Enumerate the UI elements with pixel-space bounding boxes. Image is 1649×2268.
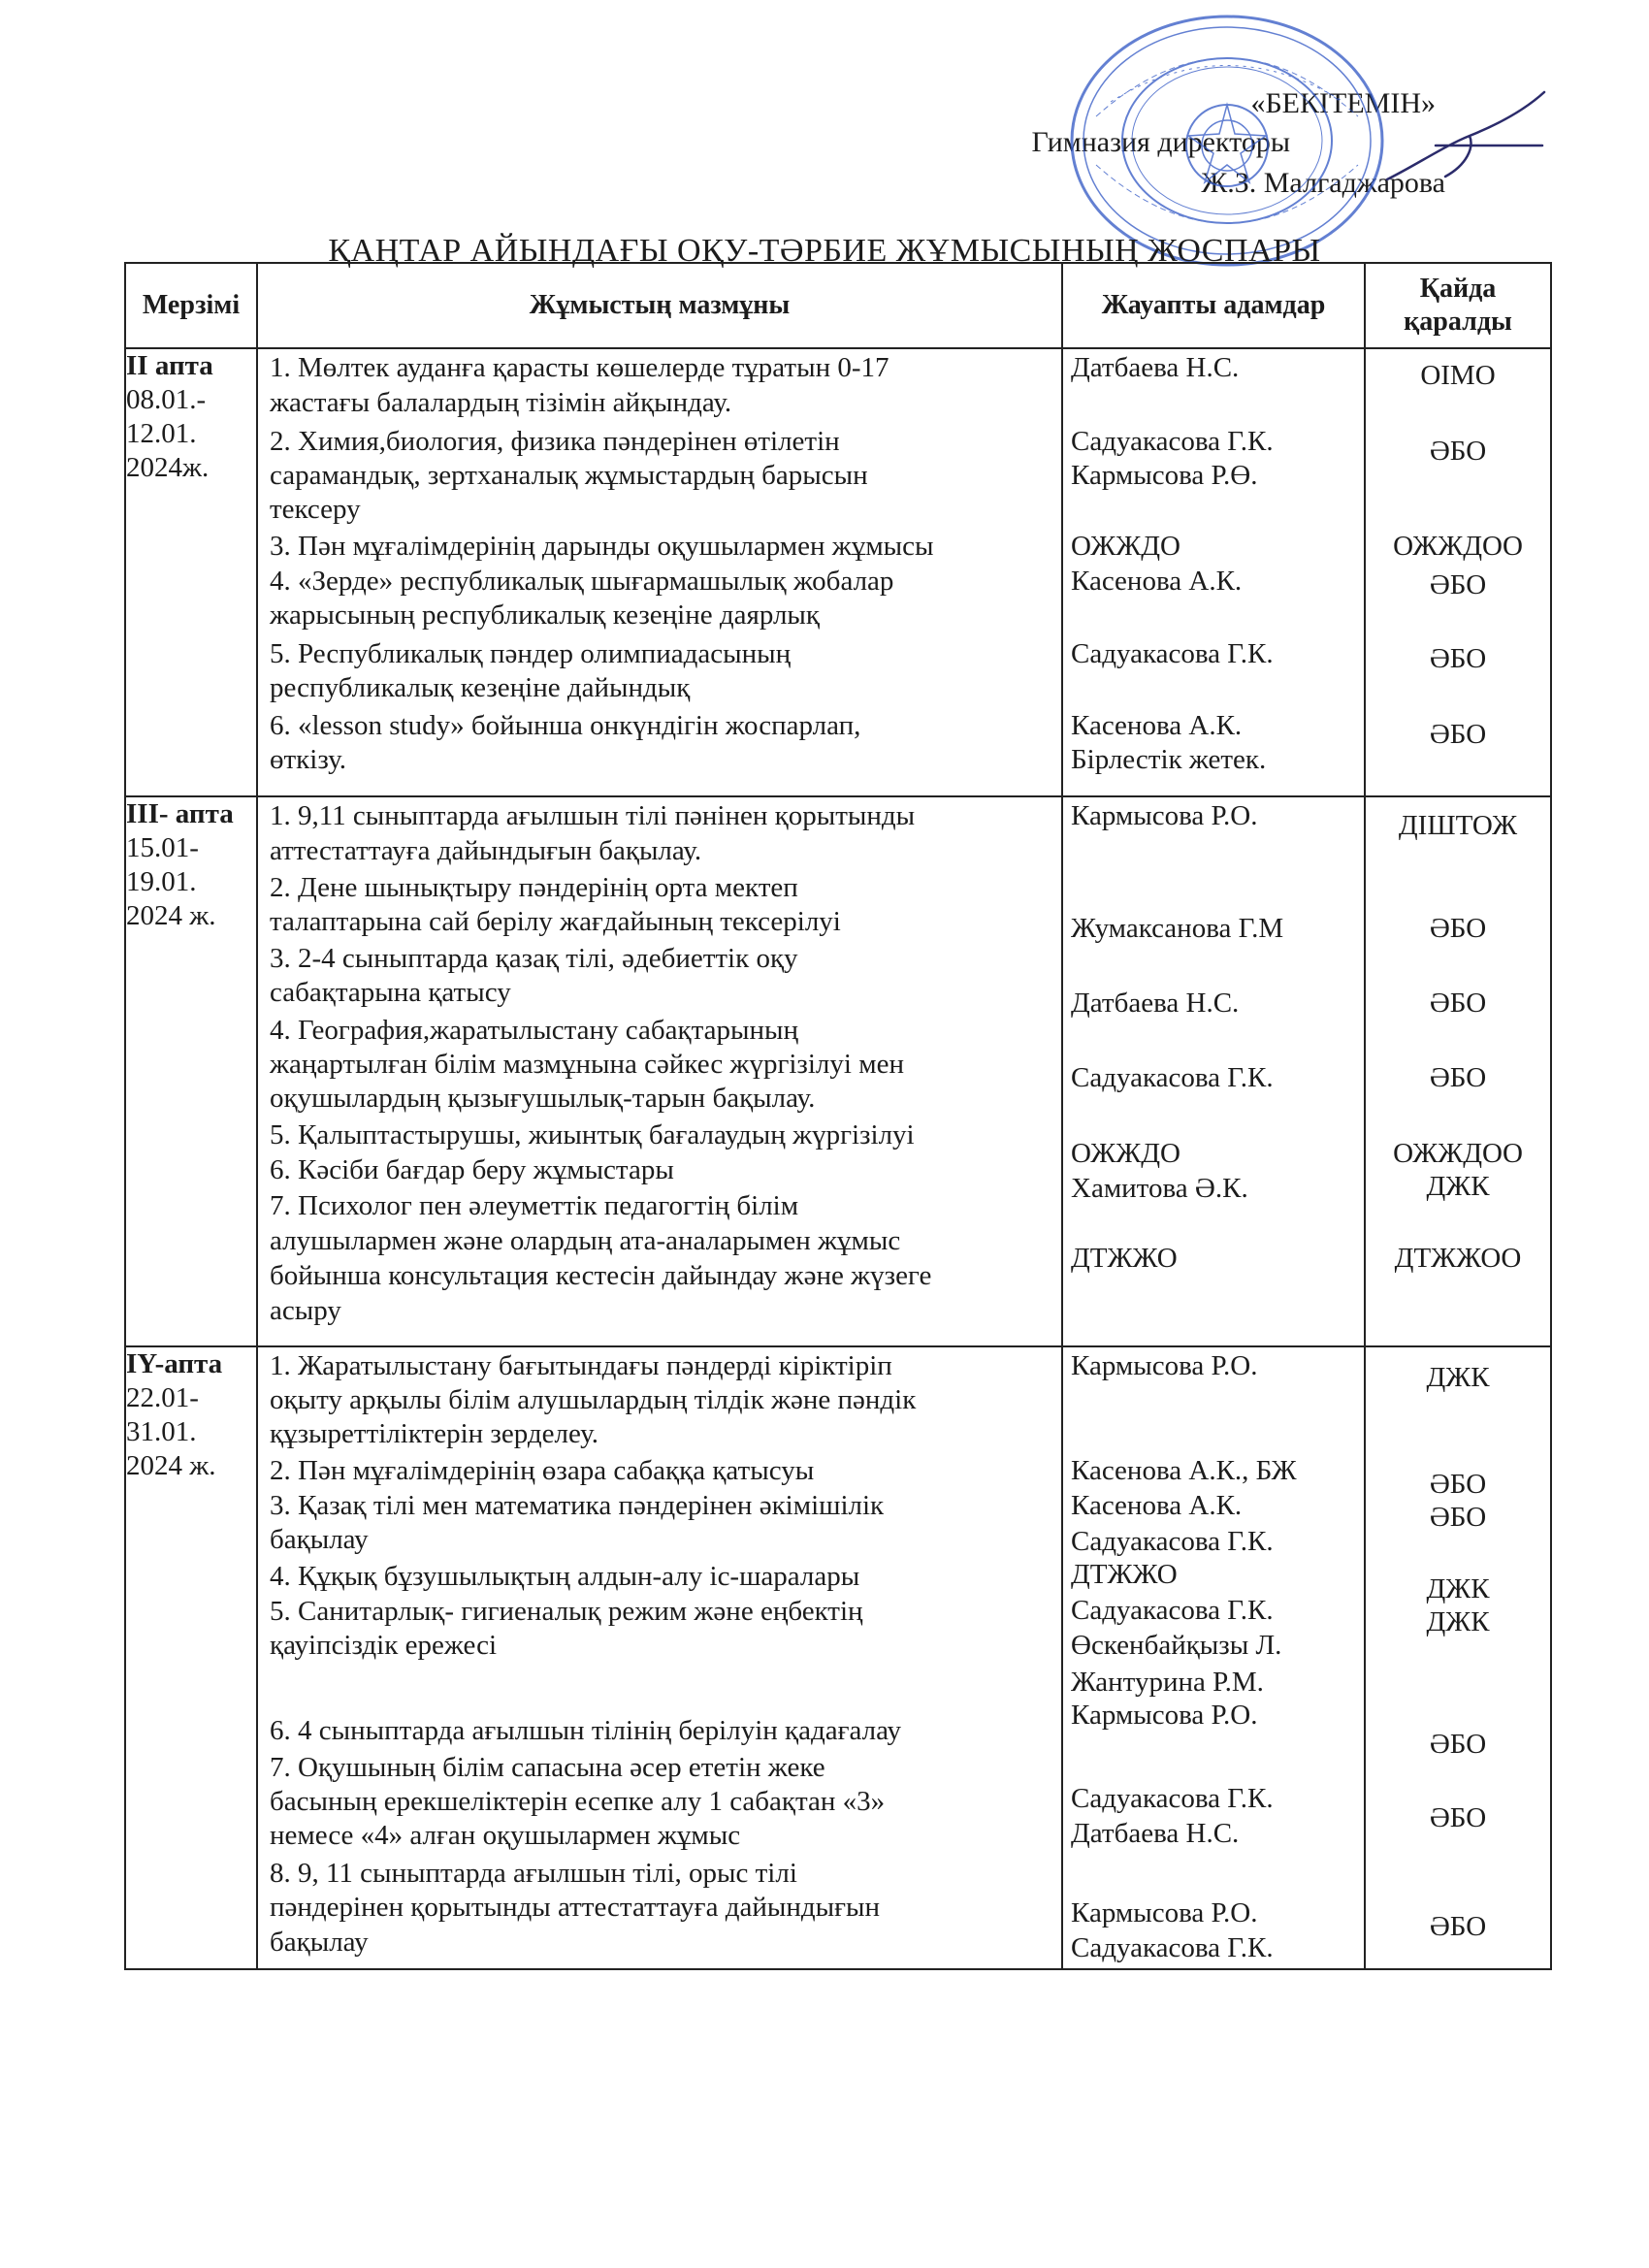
week-4-where-cell <box>1365 1346 1551 1969</box>
content-line: 5. Санитарлық- гигиеналық режим және еңбектің <box>270 1596 863 1627</box>
where-line: ДЖК <box>1426 1362 1490 1393</box>
responsible-line: Касенова А.К. <box>1071 710 1243 741</box>
where-line: ДЖК <box>1426 1573 1490 1604</box>
where-line: ӘБО <box>1429 1911 1487 1942</box>
week-date-line: 08.01.- <box>126 384 207 415</box>
header-responsible: Жауапты адамдар <box>1062 263 1365 348</box>
responsible-line: Касенова А.К., БЖ <box>1071 1455 1297 1486</box>
week-2-where-cell <box>1365 348 1551 796</box>
where-line: ОЖЖДОО <box>1393 531 1523 562</box>
week-date-line: 22.01- <box>126 1382 199 1413</box>
responsible-line: Садуакасова Г.К. <box>1071 1595 1274 1626</box>
responsible-line: Садуакасова Г.К. <box>1071 426 1274 457</box>
responsible-line: ОЖЖДО <box>1071 531 1180 562</box>
work-plan-table <box>124 262 1552 1970</box>
content-line: басының ерекшеліктерін есепке алу 1 сабақтан «3» <box>270 1786 886 1817</box>
content-line: 4. Құқық бұзушылықтың алдын-алу іс-шаралары <box>270 1561 860 1592</box>
responsible-line: Садуакасова Г.К. <box>1071 1062 1274 1093</box>
content-line: талаптарына сай берілу жағдайының тексерілуі <box>270 906 841 937</box>
responsible-line: Кармысова Р.О. <box>1071 1350 1258 1381</box>
responsible-line: Кармысова Р.О. <box>1071 1700 1258 1731</box>
approval-title: «БЕКІТЕМІН» <box>1250 87 1436 119</box>
week-date-line: 19.01. <box>126 866 197 897</box>
week-date-line: 12.01. <box>126 418 197 449</box>
week-date-line: 2024 ж. <box>126 900 216 931</box>
responsible-line: Садуакасова Г.К. <box>1071 638 1274 669</box>
responsible-line: Өскенбайқызы Л. <box>1071 1630 1282 1661</box>
week-2-content-cell <box>257 348 1062 796</box>
responsible-line: Садуакасова Г.К. <box>1071 1932 1274 1963</box>
where-line: ӘБО <box>1429 1469 1487 1500</box>
responsible-line: Кармысова Р.О. <box>1071 1897 1258 1928</box>
where-line: ДЖК <box>1426 1606 1490 1637</box>
responsible-line: Кармысова Р.О. <box>1071 800 1258 831</box>
table-row-week-4 <box>125 1346 1551 1969</box>
content-line: бойынша консультация кестесін дайындау және жүзеге <box>270 1260 932 1291</box>
content-line: 2. Химия,биология, физика пәндерінен өтілетін <box>270 426 840 457</box>
content-line: 8. 9, 11 сыныптарда ағылшын тілі, орыс тілі <box>270 1858 797 1889</box>
where-line: ОІМО <box>1420 360 1496 391</box>
content-line: 6. Кәсіби бағдар беру жұмыстары <box>270 1154 674 1185</box>
content-line: 7. Оқушының білім сапасына әсер ететін жеке <box>270 1752 825 1783</box>
where-line: ОЖЖДОО <box>1393 1138 1523 1169</box>
responsible-line: Садуакасова Г.К. <box>1071 1526 1274 1557</box>
where-line: ӘБО <box>1429 569 1487 600</box>
responsible-line: Кармысова Р.Ө. <box>1071 460 1258 491</box>
week-2-date-cell <box>125 348 257 796</box>
header-content: Жұмыстың мазмұны <box>257 263 1062 348</box>
responsible-line: Садуакасова Г.К. <box>1071 1783 1274 1814</box>
content-line: республикалық кезеңіне дайындық <box>270 672 691 703</box>
week-date-line: 2024ж. <box>126 452 210 483</box>
content-line: 1. 9,11 сыныптарда ағылшын тілі пәнінен қорытынды <box>270 800 916 831</box>
responsible-line: ДТЖЖО <box>1071 1559 1178 1590</box>
responsible-line: Хамитова Ә.К. <box>1071 1173 1248 1204</box>
content-line: немесе «4» алған оқушылармен жұмыс <box>270 1820 741 1851</box>
where-line: ДЖК <box>1426 1171 1490 1202</box>
content-line: оқыту арқылы білім алушылардың тілдік және пәндік <box>270 1384 917 1415</box>
content-line: асыру <box>270 1295 341 1326</box>
content-line: сарамандық, зертханалық жұмыстардың барысын <box>270 460 868 491</box>
week-label: ІІІ- апта <box>126 798 234 829</box>
week-3-where-cell <box>1365 796 1551 1346</box>
week-label: ІY-апта <box>126 1348 223 1379</box>
content-line: 1. Мөлтек ауданға қарасты көшелерде тұратын 0-17 <box>270 352 889 383</box>
where-line: ӘБО <box>1429 988 1487 1019</box>
content-line: жарысының республикалық кезеңіне даярлық <box>270 599 820 631</box>
week-date-line: 15.01- <box>126 832 199 863</box>
responsible-line: Бірлестік жетек. <box>1071 744 1267 775</box>
where-line: ӘБО <box>1429 1729 1487 1760</box>
week-date-line: 2024 ж. <box>126 1450 216 1481</box>
approval-name: Ж.З. Малгаджарова <box>1201 167 1445 199</box>
content-line: 3. Қазақ тілі мен математика пәндерінен әкімішілік <box>270 1490 885 1521</box>
week-3-responsible-cell <box>1062 796 1365 1346</box>
responsible-line: Жумаксанова Г.М <box>1071 913 1284 944</box>
where-line: ӘБО <box>1429 913 1487 944</box>
header-where: Қайда қаралды <box>1365 263 1551 348</box>
director-signature <box>1377 87 1552 194</box>
responsible-line: Жантурина Р.М. <box>1071 1667 1264 1698</box>
week-date-line: 31.01. <box>126 1416 197 1447</box>
where-line: ДТЖЖОО <box>1394 1243 1522 1274</box>
table-header-row <box>125 263 1551 348</box>
content-line: 5. Республикалық пәндер олимпиадасының <box>270 638 792 669</box>
content-line: аттестаттауға дайындығын бақылау. <box>270 835 702 866</box>
content-line: 5. Қалыптастырушы, жиынтық бағалаудың жүргізілуі <box>270 1119 915 1150</box>
responsible-line: Датбаева Н.С. <box>1071 1818 1240 1849</box>
week-label: ІІ апта <box>126 350 213 381</box>
where-line: ӘБО <box>1429 643 1487 674</box>
content-line: 2. Пән мұғалімдерінің өзара сабаққа қатысуы <box>270 1455 815 1486</box>
week-3-content-cell <box>257 796 1062 1346</box>
content-line: 4. География,жаратылыстану сабақтарының <box>270 1015 798 1046</box>
where-line: ӘБО <box>1429 436 1487 467</box>
where-line: ӘБО <box>1429 1802 1487 1833</box>
week-4-content-cell <box>257 1346 1062 1969</box>
content-line: 6. 4 сыныптарда ағылшын тілінің берілуін қадағалау <box>270 1715 902 1746</box>
responsible-line: Касенова А.К. <box>1071 566 1243 597</box>
header-date: Мерзімі <box>125 263 257 348</box>
content-line: сабақтарына қатысу <box>270 977 511 1008</box>
table-row-week-3 <box>125 796 1551 1346</box>
week-4-date-cell <box>125 1346 257 1969</box>
content-line: құзыреттіліктерін зерделеу. <box>270 1418 598 1449</box>
content-line: 3. 2-4 сыныптарда қазақ тілі, әдебиеттік оқу <box>270 943 798 974</box>
content-line: бақылау <box>270 1927 369 1958</box>
table-row-week-2 <box>125 348 1551 796</box>
content-line: пәндерінен қорытынды аттестаттауға дайындығын <box>270 1892 880 1923</box>
where-line: ДІШТОЖ <box>1398 810 1518 841</box>
responsible-line: ДТЖЖО <box>1071 1243 1178 1274</box>
content-line: қауіпсіздік ережесі <box>270 1630 497 1661</box>
content-line: алушылармен және олардың ата-аналарымен жұмыс <box>270 1225 901 1256</box>
content-line: 7. Психолог пен әлеуметтік педагогтің білім <box>270 1190 799 1221</box>
content-line: жастағы балалардың тізімін айқындау. <box>270 387 732 418</box>
week-4-responsible-cell <box>1062 1346 1365 1969</box>
content-line: жаңартылған білім мазмұнына сәйкес жүргізілуі мен <box>270 1049 904 1080</box>
content-line: 1. Жаратылыстану бағытындағы пәндерді кіріктіріп <box>270 1350 892 1381</box>
content-line: 4. «Зерде» республикалық шығармашылық жобалар <box>270 566 894 597</box>
responsible-line: ОЖЖДО <box>1071 1138 1180 1169</box>
week-3-date-cell <box>125 796 257 1346</box>
content-line: 3. Пән мұғалімдерінің дарынды оқушылармен жұмысы <box>270 531 934 562</box>
where-line: ӘБО <box>1429 1502 1487 1533</box>
where-line: ӘБО <box>1429 1062 1487 1093</box>
content-line: 6. «lesson study» бойынша онкүндігін жоспарлап, <box>270 710 861 741</box>
responsible-line: Касенова А.К. <box>1071 1490 1243 1521</box>
content-line: өткізу. <box>270 744 347 775</box>
content-line: 2. Дене шынықтыру пәндерінің орта мектеп <box>270 872 798 903</box>
content-line: оқушылардың қызығушылық-тарын бақылау. <box>270 1083 816 1114</box>
week-2-responsible-cell <box>1062 348 1365 796</box>
where-line: ӘБО <box>1429 719 1487 750</box>
content-line: бақылау <box>270 1524 369 1555</box>
responsible-line: Датбаева Н.С. <box>1071 988 1240 1019</box>
responsible-line: Датбаева Н.С. <box>1071 352 1240 383</box>
document-title: ҚАҢТАР АЙЫНДАҒЫ ОҚУ-ТӘРБИЕ ЖҰМЫСЫНЫҢ ЖОСПАРЫ <box>328 233 1321 269</box>
approval-role: Гимназия директоры <box>1031 126 1290 158</box>
content-line: тексеру <box>270 494 361 525</box>
